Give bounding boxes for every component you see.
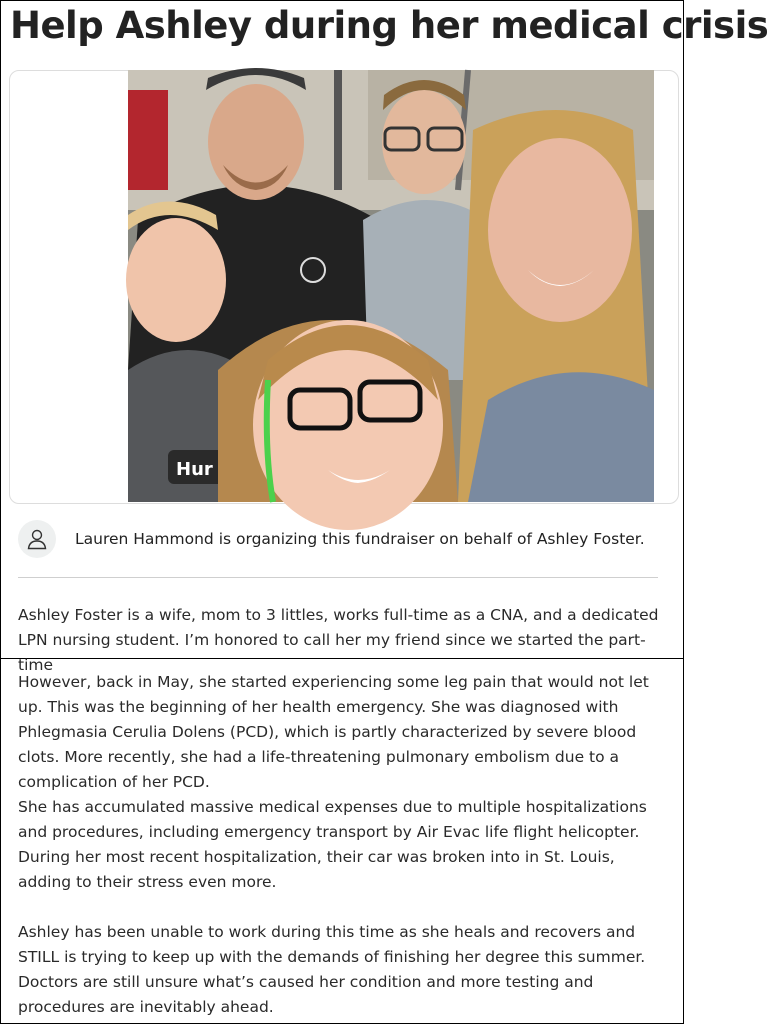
page-title: Help Ashley during her medical crisis — [10, 4, 768, 47]
family-selfie-illustration — [128, 70, 654, 502]
organizer-text: Lauren Hammond is organizing this fundraiser on behalf of Ashley Foster. — [75, 530, 645, 548]
fundraiser-photo[interactable] — [128, 70, 654, 502]
shirt-logo-text: Hur — [176, 459, 213, 480]
divider — [18, 577, 658, 578]
story-paragraph-4: Ashley has been unable to work during this time as she heals and recovers and STILL is trying to keep up with the demands of finishing her degree this summer. Doctors are still unsure what’s caused her condition and more testing and procedures are inevitably ahead. — [18, 923, 646, 1016]
story-paragraph-1: Ashley Foster is a wife, mom to 3 littles, works full-time as a CNA, and a dedicated LPN nursing student. I’m honored to call her my friend since we started the part-time — [18, 606, 659, 674]
organizer-row — [18, 519, 645, 559]
story-paragraph-2: However, back in May, she started experiencing some leg pain that would not let up. This was the beginning of her health emergency. She was diagnosed with Phlegmasia Cerulia Dolens (PCD), which is partly characterized by severe blood clots. More recently, she had a life-threatening pulmonary embolism due to a complication of her PCD. — [18, 673, 649, 791]
user-icon — [26, 528, 48, 550]
organizer-avatar — [18, 520, 56, 558]
story-paragraph-3: She has accumulated massive medical expenses due to multiple hospitalizations and procedures, including emergency transport by Air Evac life flight helicopter. During her most recent hospitalization, their car was broken into in St. Louis, adding to their stress even more. — [18, 798, 647, 891]
